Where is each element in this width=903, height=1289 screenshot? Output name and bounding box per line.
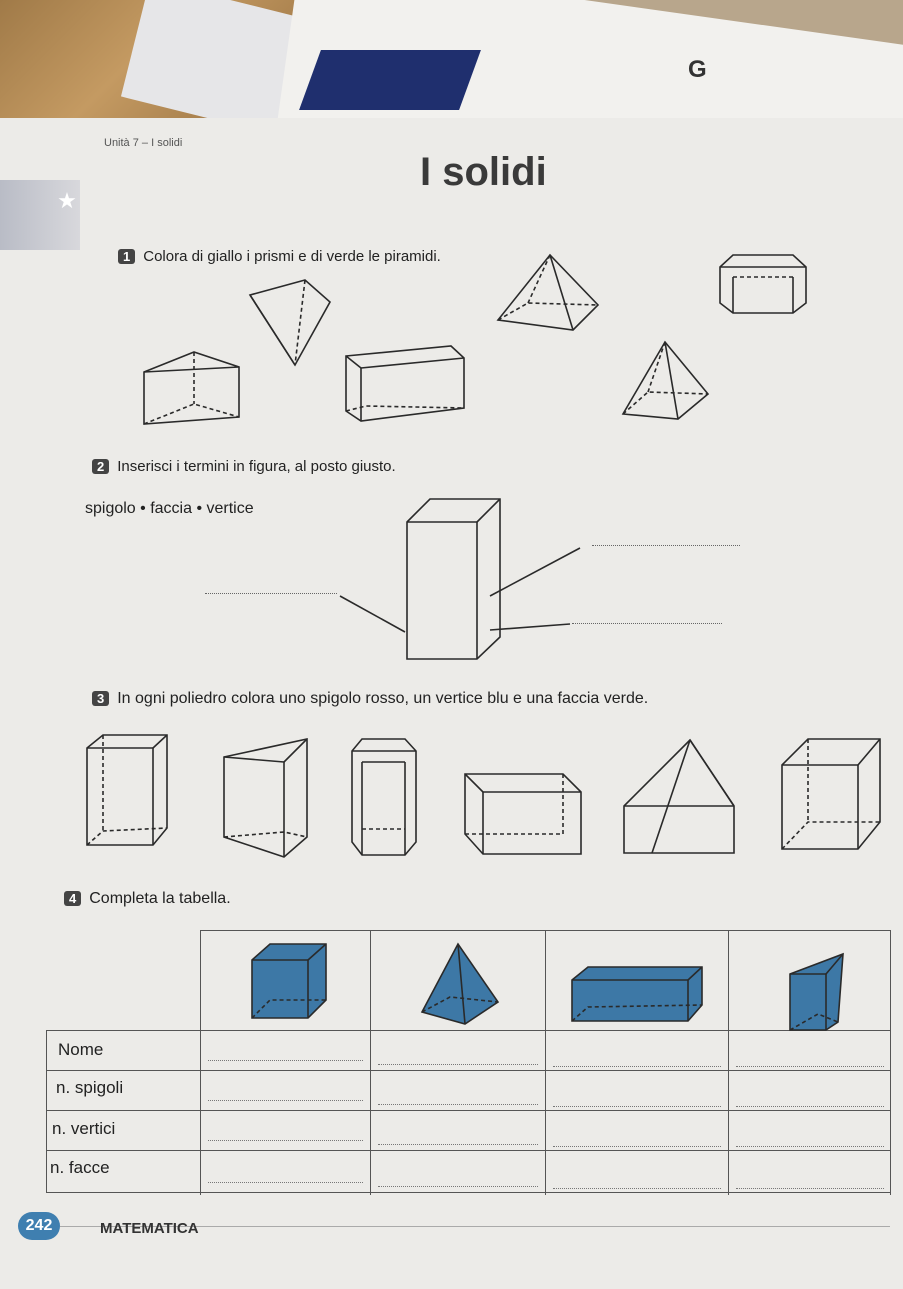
exercise-1 (118, 248, 441, 265)
inverted-pyramid-shape[interactable] (250, 280, 340, 370)
rectangular-prism-flat-shape[interactable] (463, 772, 583, 857)
publisher-logo: G (688, 56, 707, 83)
answer-cell[interactable] (736, 1106, 884, 1107)
page-number-badge: 242 (18, 1212, 60, 1240)
square-pyramid-shape[interactable] (498, 255, 603, 335)
row-label-spigoli: n. spigoli (56, 1078, 124, 1097)
answer-cell[interactable] (553, 1106, 721, 1107)
answer-cell[interactable] (553, 1146, 721, 1147)
cube-shape[interactable] (780, 737, 882, 852)
star-icon: ★ (57, 188, 77, 213)
row-label-nome: Nome (58, 1040, 104, 1059)
answer-cell[interactable] (553, 1066, 721, 1067)
table-border (728, 930, 729, 1195)
answer-cell[interactable] (208, 1100, 363, 1101)
triangular-prism-tall-shape[interactable] (222, 737, 310, 859)
pyramid-tall-shape[interactable] (622, 738, 737, 858)
answer-cell[interactable] (553, 1188, 721, 1189)
exercise-number: 2 (92, 459, 109, 474)
terms-list: spigolo • faccia • vertice (85, 500, 254, 517)
answer-line-1[interactable] (592, 544, 740, 546)
exercise-number: 4 (64, 891, 81, 906)
answer-cell[interactable] (378, 1104, 538, 1105)
blue-rectangular-prism-shape (570, 965, 705, 1023)
page-title: I solidi (420, 150, 547, 194)
blue-pyramid-shape (420, 942, 500, 1027)
hexagonal-prism-shape[interactable] (718, 255, 808, 317)
answer-cell[interactable] (378, 1144, 538, 1145)
subject-label: MATEMATICA (100, 1220, 199, 1237)
table-border (46, 1110, 891, 1111)
exercise-text: Colora di giallo i prismi e di verde le piramidi. (143, 248, 441, 265)
table-border (370, 930, 371, 1195)
table-border (46, 1030, 891, 1031)
table-border (46, 1030, 47, 1192)
table-border (46, 1192, 891, 1193)
answer-cell[interactable] (208, 1140, 363, 1141)
table-border (46, 1070, 891, 1071)
answer-cell[interactable] (378, 1186, 538, 1187)
answer-cell[interactable] (208, 1182, 363, 1183)
exercise-text: In ogni poliedro colora uno spigolo rosso, un vertice blu e una faccia verde. (117, 690, 649, 707)
cube-tall-shape[interactable] (85, 733, 170, 848)
answer-line-3[interactable] (572, 622, 722, 624)
triangular-prism-shape[interactable] (144, 352, 242, 427)
exercise-number: 1 (118, 249, 135, 264)
exercise-number: 3 (92, 691, 109, 706)
exercise-text: Inserisci i termini in figura, al posto giusto. (117, 458, 396, 475)
exercise-2 (92, 458, 396, 475)
pyramid-shape-2[interactable] (623, 342, 713, 422)
table-border (890, 930, 891, 1195)
exercise-text: Completa la tabella. (89, 890, 231, 907)
answer-cell[interactable] (736, 1146, 884, 1147)
answer-cell[interactable] (378, 1064, 538, 1065)
answer-cell[interactable] (208, 1060, 363, 1061)
blue-cube-shape (250, 942, 330, 1022)
table-border (200, 930, 201, 1195)
row-label-facce: n. facce (50, 1158, 110, 1177)
table-border (545, 930, 546, 1195)
blue-triangular-prism-shape (788, 952, 848, 1034)
background-illustration (299, 50, 481, 110)
exercise-3 (92, 690, 648, 708)
answer-cell[interactable] (736, 1066, 884, 1067)
answer-line-2[interactable] (205, 592, 337, 594)
arrows (330, 540, 590, 640)
hexagonal-prism-tall-shape[interactable] (350, 737, 418, 857)
unit-label: Unità 7 – I solidi (104, 137, 183, 149)
row-label-vertici: n. vertici (52, 1119, 116, 1138)
exercise-4 (64, 890, 231, 908)
answer-cell[interactable] (736, 1188, 884, 1189)
table-border (46, 1150, 891, 1151)
rectangular-prism-shape[interactable] (346, 346, 466, 424)
